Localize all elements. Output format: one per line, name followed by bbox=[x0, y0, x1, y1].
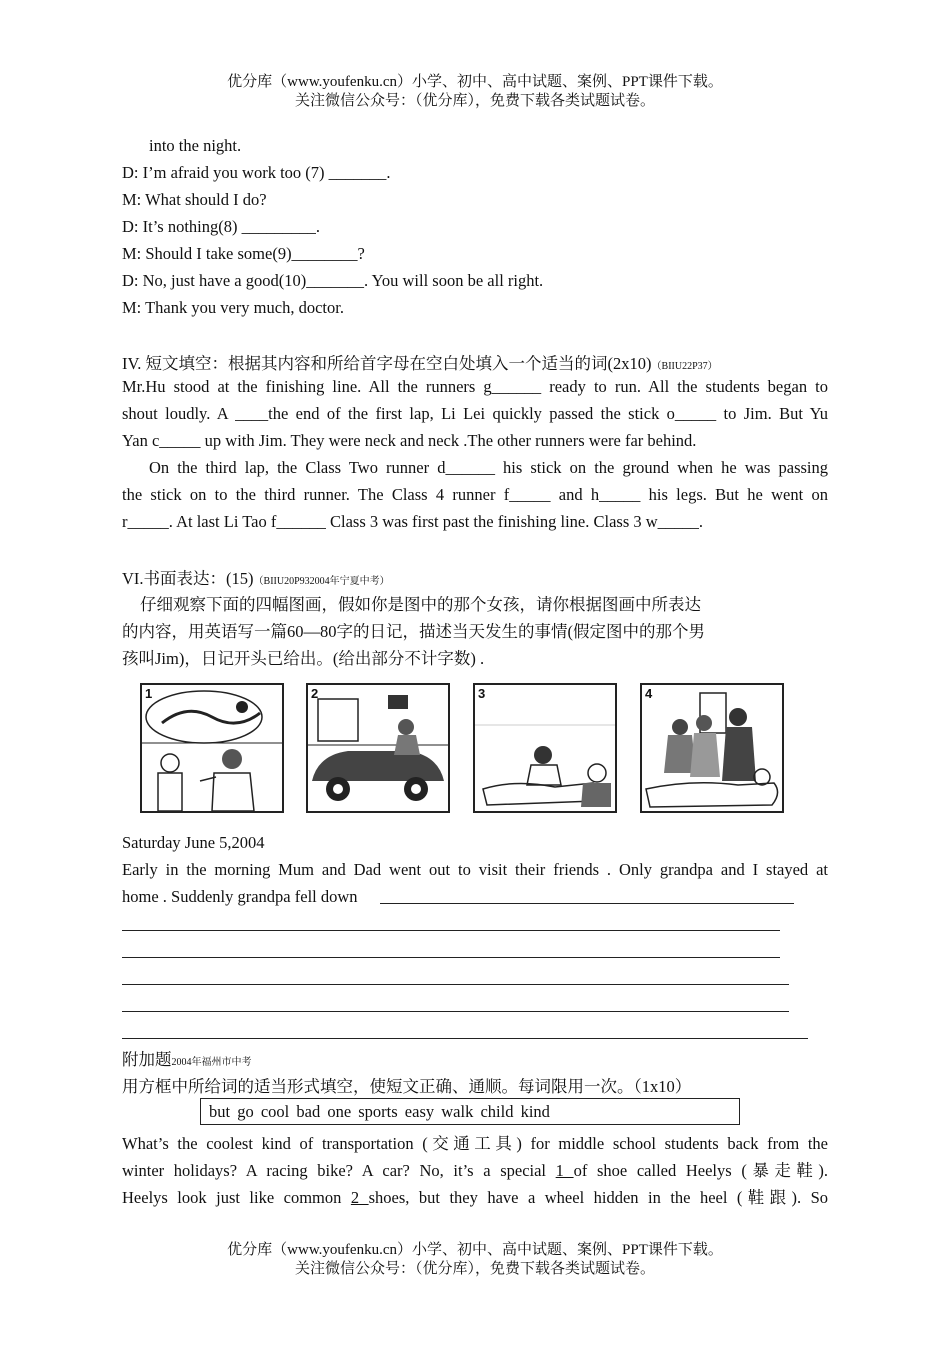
footer-line-1: 优分库（www.youfenku.cn）小学、初中、高中试题、案例、PPT课件下载。 bbox=[227, 1242, 723, 1258]
panel-4-drawing bbox=[642, 685, 782, 811]
answer-line[interactable] bbox=[122, 957, 780, 958]
section-6-instruction-1: 仔细观察下面的四幅图画，假如你是图中的那个女孩，请你根据图画中所表达 bbox=[140, 595, 701, 614]
header-line-1: 优分库（www.youfenku.cn）小学、初中、高中试题、案例、PPT课件下载。 bbox=[227, 74, 723, 90]
panel-number: 3 bbox=[478, 686, 486, 701]
page-header bbox=[0, 73, 950, 111]
dialogue-line-4: D: It’s nothing(8) _________. bbox=[122, 217, 320, 236]
section-4-line-1: Mr.Hu stood at the finishing line. All the runners g______ ready to run. All the students began to bbox=[122, 377, 828, 396]
panel-1-drawing bbox=[142, 685, 282, 811]
blank-1[interactable]: 1 bbox=[555, 1161, 574, 1180]
answer-line[interactable] bbox=[122, 1038, 808, 1039]
panel-number: 4 bbox=[645, 686, 653, 701]
answer-line[interactable] bbox=[380, 903, 794, 904]
dialogue-line-1: into the night. bbox=[149, 136, 242, 155]
answer-line[interactable] bbox=[122, 1011, 789, 1012]
section-4-line-2: shout loudly. A ____the end of the first lap, Li Lei quickly passed the stick o_____ to Jim. But Yu bbox=[122, 404, 828, 423]
dialogue-line-7: M: Thank you very much, doctor. bbox=[122, 298, 344, 317]
passage-text: of shoe called Heelys (暴走鞋). bbox=[573, 1161, 829, 1180]
section-4-line-3: Yan c_____ up with Jim. They were neck and neck .The other runners were far behind. bbox=[122, 431, 697, 450]
panel-number: 1 bbox=[145, 686, 153, 701]
passage-line-2 bbox=[122, 1157, 828, 1181]
section-4-line-5: the stick on to the third runner. The Class 4 runner f_____ and h_____ his legs. But he went on bbox=[122, 485, 828, 504]
passage-text: Heelys look just like common bbox=[122, 1188, 351, 1207]
section-6-title bbox=[122, 565, 390, 589]
blank-2[interactable]: 2 bbox=[350, 1188, 369, 1207]
section-4-line-4: On the third lap, the Class Two runner d______ his stick on the ground when he was passing bbox=[149, 458, 828, 477]
passage-line-3 bbox=[122, 1184, 828, 1208]
footer-line-2: 关注微信公众号：（优分库），免费下载各类试题试卷。 bbox=[294, 1261, 655, 1277]
picture-panel-2 bbox=[306, 683, 450, 813]
answer-line[interactable] bbox=[122, 984, 789, 985]
header-line-2: 关注微信公众号：（优分库），免费下载各类试题试卷。 bbox=[294, 93, 655, 109]
dialogue-line-5: M: Should I take some(9)________? bbox=[122, 244, 365, 263]
dialogue-line-3: M: What should I do? bbox=[122, 190, 267, 209]
section-6-code: （BIIU20P932004年宁夏中考） bbox=[253, 576, 390, 587]
picture-panel-4 bbox=[640, 683, 784, 813]
panel-3-drawing bbox=[475, 685, 615, 811]
passage-line-1: What’s the coolest kind of transportation (交通工具) for middle school students back from the bbox=[122, 1134, 828, 1153]
panel-number: 2 bbox=[311, 686, 319, 701]
extra-title-text: 附加题 bbox=[122, 1050, 172, 1069]
diary-date: Saturday June 5,2004 bbox=[122, 833, 265, 852]
picture-panel-1 bbox=[140, 683, 284, 813]
section-4-title-text: IV. 短文填空：根据其内容和所给首字母在空白处填入一个适当的词(2x10) bbox=[122, 354, 652, 373]
diary-line-1: Early in the morning Mum and Dad went out to visit their friends . Only grandpa and I stayed at bbox=[122, 860, 828, 879]
dialogue-line-2: D: I’m afraid you work too (7) _______. bbox=[122, 163, 391, 182]
answer-line[interactable] bbox=[122, 930, 780, 931]
passage-text: shoes, but they have a wheel hidden in the heel (鞋跟). So bbox=[368, 1188, 828, 1207]
section-4-code: （BIIU22P37） bbox=[651, 361, 718, 372]
extra-code: 2004年福州市中考 bbox=[171, 1057, 252, 1068]
section-6-title-text: VI.书面表达：(15) bbox=[122, 569, 254, 588]
passage-text: winter holidays? A racing bike? A car? No, it’s a special bbox=[122, 1161, 556, 1180]
diary-line-2: home . Suddenly grandpa fell down bbox=[122, 887, 358, 906]
word-bank-box: but go cool bad one sports easy walk child kind bbox=[200, 1098, 740, 1125]
panel-2-drawing bbox=[308, 685, 448, 811]
extra-title bbox=[122, 1046, 252, 1070]
picture-panel-3 bbox=[473, 683, 617, 813]
section-6-instruction-3: 孩叫Jim)，日记开头已给出。(给出部分不计字数) . bbox=[122, 649, 485, 668]
dialogue-line-6: D: No, just have a good(10)_______. You will soon be all right. bbox=[122, 271, 544, 290]
section-6-instruction-2: 的内容，用英语写一篇60—80字的日记，描述当天发生的事情(假定图中的那个男 bbox=[122, 622, 705, 641]
extra-instruction: 用方框中所给词的适当形式填空，使短文正确、通顺。每词限用一次。（1x10） bbox=[122, 1077, 692, 1096]
page-footer bbox=[0, 1241, 950, 1279]
section-4-line-6: r_____. At last Li Tao f______ Class 3 was first past the finishing line. Class 3 w_____. bbox=[122, 512, 704, 531]
section-4-title bbox=[122, 350, 718, 374]
